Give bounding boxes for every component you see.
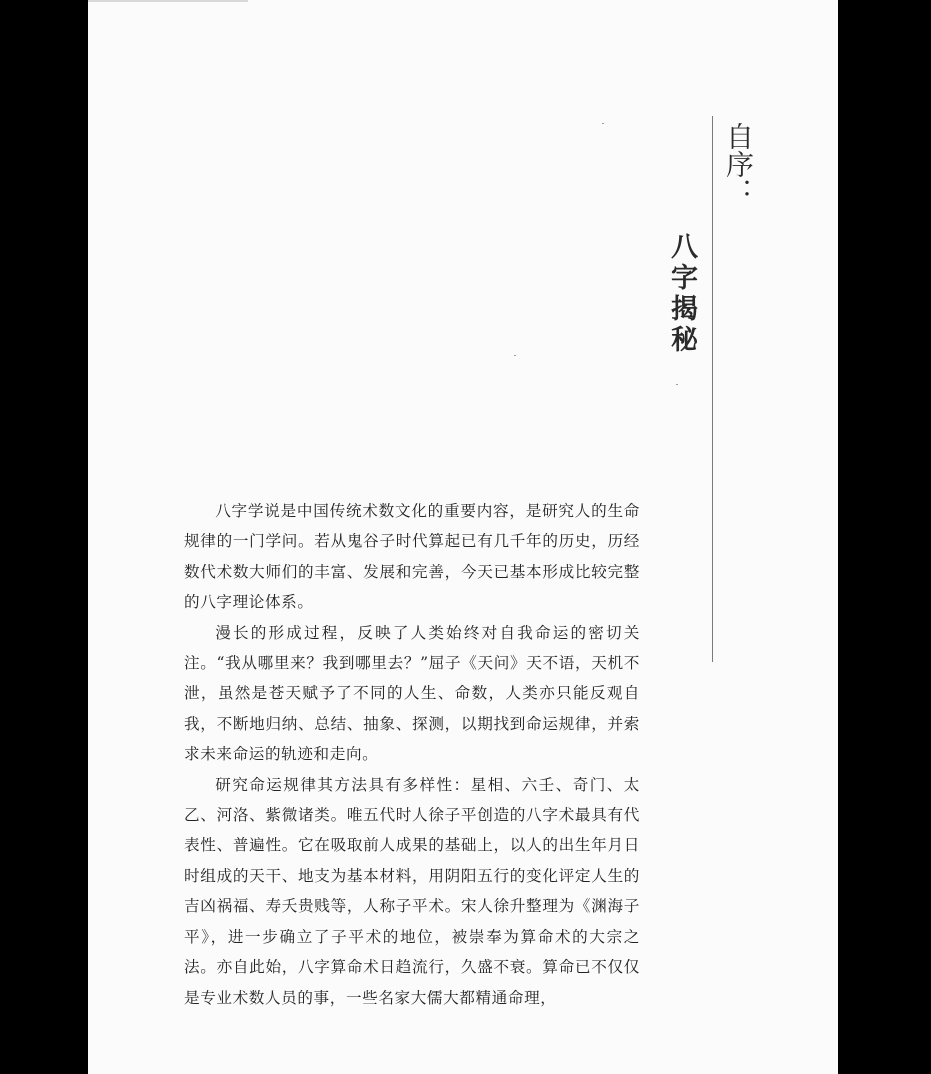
print-speck bbox=[514, 355, 516, 356]
vertical-divider-line bbox=[712, 116, 713, 662]
book-page bbox=[88, 0, 838, 1074]
print-speck bbox=[676, 384, 678, 385]
preface-subtitle: 八字揭秘 bbox=[666, 232, 697, 356]
paragraph: 漫长的形成过程，反映了人类始终对自我命运的密切关注。“我从哪里来？我到哪里去？”屈子《天问》天不语，天机不泄，虽然是苍天赋予了不同的人生、命数，人类亦只能反观自我，不断地归纳、总结、抽象、探测，以期找到命运规律，并索求未来命运的轨迹和走向。 bbox=[184, 623, 640, 764]
preface-title: 自序： bbox=[722, 122, 755, 206]
preface-body bbox=[184, 496, 640, 1013]
print-speck bbox=[602, 123, 604, 124]
top-edge-rule bbox=[88, 0, 248, 2]
paragraph: 八字学说是中国传统术数文化的重要内容，是研究人的生命规律的一门学问。若从鬼谷子时代算起已有几千年的历史，历经数代术数大师们的丰富、发展和完善，今天已基本形成比较完整的八字理论体系。 bbox=[184, 502, 640, 612]
paragraph: 研究命运规律其方法具有多样性：星相、六壬、奇门、太乙、河洛、紫微诸类。唯五代时人徐子平创造的八字术最具有代表性、普遍性。它在吸取前人成果的基础上，以人的出生年月日时组成的天干、地支为基本材料，用阴阳五行的变化评定人生的吉凶祸福、寿夭贵贱等，人称子平术。宋人徐升整理为《渊海子平》，进一步确立了子平术的地位，被崇奉为算命术的大宗之法。亦自此始，八字算命术日趋流行，久盛不衰。算命已不仅仅是专业术数人员的事，一些名家大儒大都精通命理， bbox=[184, 775, 640, 1007]
